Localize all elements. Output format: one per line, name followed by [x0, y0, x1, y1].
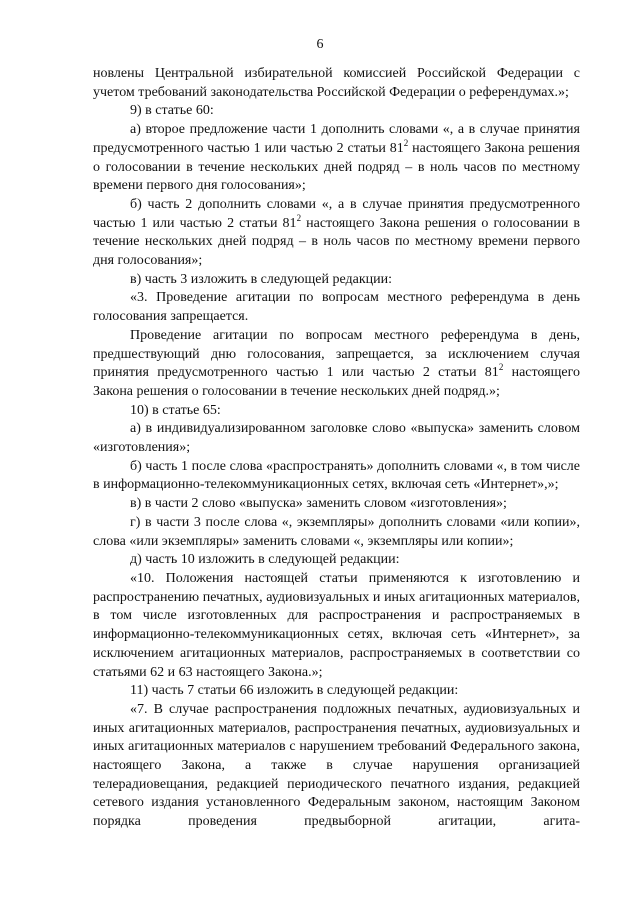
- paragraph-quote-3-cont: [93, 327, 580, 402]
- paragraph-item-9: 9) в статье 60:: [130, 103, 214, 119]
- text-run: б) часть 2 дополнить словами «, а в случае принятия предусмотренного частью 1 или частью 2 статьи 81: [93, 196, 580, 231]
- paragraph-item-9a: [93, 121, 580, 196]
- document-body: [93, 65, 580, 832]
- paragraph-item-11: 11) часть 7 статьи 66 изложить в следующей редакции:: [130, 683, 459, 699]
- paragraph-quote-3: «3. Проведение агитации по вопросам местного референдума в день голосования запрещается.: [93, 290, 580, 325]
- text-run: настоящего Закона решения о голосовании в течение нескольких дней подряд – в ноль часов по местному времени первого дня голосования»;: [93, 215, 580, 269]
- paragraph-quote-7: «7. В случае распространения подложных печатных, аудиовизуальных и иных агитационных материалов, распространения печатных, аудиовизуальных и иных агитационных материалов с нарушением требований Федерального закона, настоящего Закона, а также в случае нарушения организацией телерадиовещания, редакцией периодического печатного издания, редакцией сетевого издания установленного Федеральным законом, настоящим Законом порядка проведения предвыборной агитации, агита-: [93, 701, 580, 830]
- paragraph-item-10v: в) в части 2 слово «выпуска» заменить словом «изготовления»;: [130, 496, 507, 512]
- text-run: а) второе предложение части 1 дополнить словами «, а в случае принятия предусмотренного частью 1 или частью 2 статьи 81: [93, 122, 580, 156]
- text-run: Проведение агитации по вопросам местного референдума в день, предшествующий дню голосования, запрещается, за исключением случая принятия предусмотренного частью 1 или частью 2 статьи 81: [93, 327, 580, 381]
- paragraph-quote-10: «10. Положения настоящей статьи применяются к изготовлению и распространению печатных, аудиовизуальных и иных агитационных материалов, в том числе изготовленных для распространения и распространяемых в информационно-телекоммуникационных сетях, включая сеть «Интернет», за исключением агитационных материалов, распространяемых в соответствии со статьями 62 и 63 настоящего Закона.»;: [93, 570, 580, 680]
- superscript: 2: [498, 362, 504, 373]
- paragraph-item-10b: б) часть 1 после слова «распространять» дополнить словами «, в том числе в информационно-телекоммуникационных сетях, включая сеть «Интернет»,»;: [93, 458, 580, 493]
- paragraph-item-9b: [93, 196, 580, 271]
- text-run: настоящего Закона решения о голосовании в течение нескольких дней подряд.»;: [93, 365, 581, 399]
- paragraph-item-10d: д) часть 10 изложить в следующей редакции:: [130, 552, 400, 568]
- text-run: настоящего Закона решения о голосовании в течение нескольких дней подряд – в ноль часов по местному времени первого дня голосования»;: [93, 140, 580, 194]
- paragraph-item-10: 10) в статье 65:: [130, 402, 221, 418]
- paragraph-item-10a: а) в индивидуализированном заголовке слово «выпуска» заменить словом «изготовления»;: [93, 421, 580, 456]
- page-number: 6: [316, 37, 324, 52]
- paragraph-continuation: новлены Центральной избирательной комиссией Российской Федерации с учетом требований законодательства Российской Федерации о референдумах.»;: [93, 66, 580, 100]
- superscript: 2: [403, 137, 409, 148]
- paragraph-item-10g: г) в части 3 после слова «, экземпляры» дополнить словами «или копии», слова «или экземпляры» заменить словами «, экземпляры или копии»;: [93, 514, 580, 549]
- paragraph-item-9v: в) часть 3 изложить в следующей редакции:: [130, 271, 393, 287]
- superscript: 2: [296, 212, 302, 223]
